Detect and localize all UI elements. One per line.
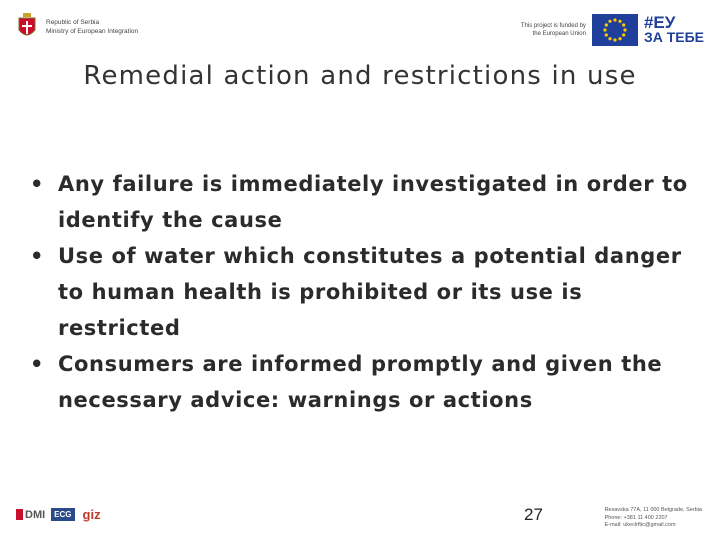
bullet-marker: • (30, 172, 45, 196)
bullet-marker: • (30, 244, 45, 268)
funded-line2: the European Union (532, 31, 586, 37)
contact-email: E-mail: ukeclrftic@gmail.com (604, 522, 676, 528)
ecg-logo-text: ECG (51, 508, 74, 521)
serbian-coat-of-arms-icon (16, 12, 38, 42)
bullet-marker: • (30, 352, 45, 376)
bullet-text: Use of water which constitutes a potential danger to human health is prohibited or its use is restricted (58, 244, 682, 340)
partner-logos (16, 507, 107, 522)
page-number: 27 (524, 505, 543, 524)
org-line1: Republic of Serbia (46, 19, 100, 26)
bullet-list (30, 166, 700, 418)
eu-funding-block (521, 14, 704, 46)
bullet-text: Any failure is immediately investigated in order to identify the cause (58, 172, 688, 232)
giz-logo-text: giz (82, 507, 101, 522)
ministry-logo (16, 12, 138, 42)
campaign-line1: #ЕУ (643, 13, 676, 32)
campaign-logo (644, 15, 704, 45)
bullet-item (30, 166, 700, 238)
giz-logo (83, 507, 101, 522)
contact-phone: Phone: +381 11 400 2207 (604, 514, 668, 521)
funded-line1: This project is funded by (520, 23, 586, 29)
org-line2: Ministry of European Integration (46, 28, 139, 35)
bullet-item (30, 346, 700, 418)
campaign-line2: ЗА ТЕБЕ (643, 29, 704, 45)
contact-address: Resavska 77A, 11 000 Belgrade, Serbia (604, 507, 702, 513)
bullet-text: Consumers are informed promptly and given the necessary advice: warnings or actions (58, 352, 663, 412)
contact-info (605, 507, 702, 530)
dmi-logo (16, 509, 45, 521)
slide-title: Remedial action and restrictions in use (83, 61, 637, 91)
dmi-mark-icon (16, 509, 23, 520)
bullet-item (30, 238, 700, 346)
ecg-logo (51, 508, 76, 521)
eu-flag-icon (592, 14, 638, 46)
dmi-logo-text: DMI (25, 508, 46, 521)
